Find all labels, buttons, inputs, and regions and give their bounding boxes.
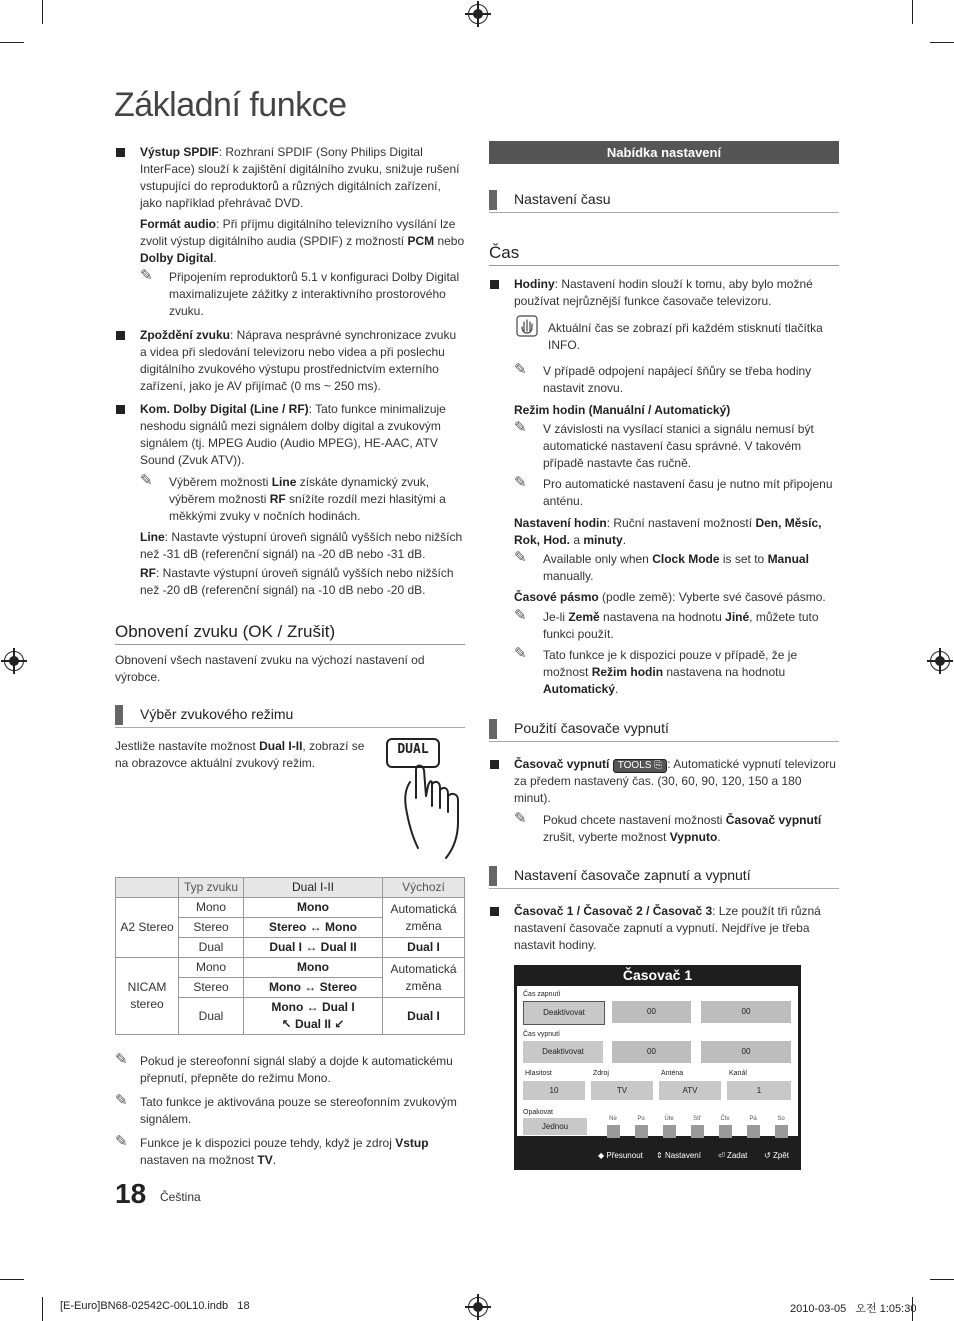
foot-move-label: Přesunout [606, 1151, 643, 1160]
note-bold: Jiné [725, 610, 750, 624]
channel-label: Kanál [729, 1070, 747, 1077]
note-text: , můžete tuto funkci použít. [543, 610, 819, 641]
dolby-paragraph [140, 401, 465, 469]
note-text: Výběrem možnosti [169, 475, 272, 489]
format-dolby: Dolby Digital [140, 251, 214, 265]
subheading-bar [489, 719, 497, 739]
note-bold: RF [269, 492, 286, 506]
tools-icon: ⎘ [654, 760, 663, 771]
mode-text-part: Jestliže nastavíte možnost [115, 739, 260, 753]
return-icon: ↺ [764, 1151, 771, 1160]
off-time-label: Čas vypnutí [523, 1031, 560, 1038]
table-cell: Dual [179, 998, 244, 1035]
note-bold: Vypnuto [669, 830, 718, 844]
dolby-text: : Tato funkce minimalizuje neshodu signálů mezi signálem dolby digital a zvukovým signálem (tj. MPEG Audio (Audio MPEG), HE-AAC, ATV Sound (Zvuk ATV)). [140, 402, 446, 467]
mode-heading: Výběr zvukového režimu [140, 706, 294, 722]
note-text: . [717, 830, 721, 844]
note-text: Funkce je k dispozici pouze tehdy, když je zdroj [140, 1136, 396, 1150]
format-term: Formát audio [140, 217, 217, 231]
foot-back-label: Zpět [772, 1151, 789, 1160]
hodiny-paragraph [514, 276, 839, 310]
registration-mark-icon [468, 4, 488, 24]
set-clock-bold: Den, Měsíc, Rok, Hod. [514, 516, 822, 547]
hodiny-term: Hodiny [514, 277, 555, 291]
page-number: 18 [115, 1178, 147, 1209]
rf-paragraph [140, 565, 465, 599]
table-header: Typ zvuku [179, 878, 244, 898]
onoff-heading: Nastavení časovače zapnutí a vypnutí [514, 867, 751, 883]
table-cell-line: Mono ↔ Dual I [271, 1000, 355, 1014]
osd-panel [517, 986, 798, 1136]
hand-icon [405, 766, 458, 859]
subheading-rule [115, 727, 465, 728]
line-text: : Nastavte výstupní úroveň signálů vyšších nebo nižších než -31 dB (referenční signál) na -20 dB nebo -31 dB. [140, 530, 463, 561]
format-text: : Při příjmu digitálního televizního vysílání lze zvolit výstup digitálního audia (SPDIF) z možností [140, 217, 456, 248]
registration-mark-icon [468, 1297, 488, 1317]
rf-term: RF [140, 566, 156, 580]
mode-dual: Dual I-II [259, 739, 303, 753]
audio-delay-paragraph [140, 327, 465, 395]
table-cell [244, 998, 383, 1035]
note-text: Je-li [543, 610, 569, 624]
caution-hand-icon [516, 315, 538, 337]
subheading-bar [115, 705, 123, 725]
note-bold: Line [271, 475, 297, 489]
line-paragraph [140, 529, 465, 563]
mode-text [115, 738, 370, 772]
crop-mark [912, 0, 913, 24]
table-group: NICAM stereo [116, 958, 179, 1035]
on-time-minute[interactable]: 00 [701, 1001, 791, 1023]
crop-mark [0, 42, 24, 43]
table-row [116, 898, 465, 918]
note-text: snížíte rozdíl mezi hlasitými a měkkými zvuky v nočních hodinách. [169, 492, 446, 523]
registration-mark-icon [4, 651, 24, 671]
subheading-rule [489, 888, 839, 889]
note-bold: Země [568, 610, 600, 624]
note-bold: Časovač vypnutí [725, 813, 822, 827]
note-vysilac: V závislosti na vysílací stanici a signálu nemusí být automatické nastavení času správné. V takovém případě nastavte čas ručně. [543, 422, 814, 470]
timezone-term: Časové pásmo [514, 590, 599, 604]
page-title: Základní funkce [114, 86, 347, 124]
footer-left: [E-Euro]BN68-02542C-00L10.indb 18 [60, 1300, 250, 1312]
subheading-rule [489, 212, 839, 213]
note-pencil-icon: ✎ [514, 810, 527, 827]
clock-mode-label: Režim hodin (Manuální / Automatický) [514, 403, 731, 417]
note-text: Tato funkce je k dispozici pouze v případě, že je možnost [543, 648, 798, 679]
timezone-text: (podle země): Vyberte své časové pásmo. [598, 590, 826, 604]
heading-rule [115, 644, 465, 645]
note-text: nastaven na možnost [140, 1153, 258, 1167]
crop-mark [930, 42, 954, 43]
note-text: Available only when [543, 552, 653, 566]
sleep-term: Časovač vypnutí [514, 757, 610, 771]
antenna-field[interactable]: ATV [659, 1081, 721, 1100]
note-stereo: Tato funkce je aktivována pouze se stereofonním zvukovým signálem. [140, 1095, 457, 1126]
day-checkbox[interactable] [607, 1125, 620, 1138]
rf-text: : Nastavte výstupní úroveň signálů vyšších nebo nižších než -20 dB (referenční signál) na -10 dB nebo -20 dB. [140, 566, 454, 597]
move-arrows-icon: ◆ [598, 1151, 605, 1160]
note-mono: Pokud je stereofonní signál slabý a dojde k automatickému přepnutí, přepněte do režimu Mono. [140, 1054, 453, 1085]
table-cell-line: ↖ Dual II ↙ [281, 1017, 345, 1031]
line-term: Line [140, 530, 165, 544]
note-line-rf [169, 474, 465, 525]
spdif-paragraph [140, 144, 465, 212]
table-cell: Dual I [383, 938, 465, 958]
note-text: . [615, 682, 619, 696]
reset-text: Obnovení všech nastavení zvuku na výchozí nastavení od výrobce. [115, 653, 425, 684]
bullet [490, 907, 499, 916]
crop-mark [42, 0, 43, 24]
table-cell: Stereo [179, 978, 244, 998]
day-checkbox[interactable] [719, 1125, 732, 1138]
day-checkbox[interactable] [691, 1125, 704, 1138]
updown-arrows-icon: ⇕ [656, 1151, 663, 1160]
crop-mark [42, 1297, 43, 1321]
day-label: Ne [609, 1116, 617, 1122]
note-text: is set to [719, 552, 768, 566]
day-checkbox[interactable] [663, 1125, 676, 1138]
note-pencil-icon: ✎ [115, 1051, 128, 1068]
note-antena: Pro automatické nastavení času je nutno mít připojenu anténu. [543, 477, 833, 508]
enter-icon: ⏎ [718, 1151, 725, 1160]
format-pcm: PCM [407, 234, 435, 248]
onoff-term: Časovač 1 / Časovač 2 / Časovač 3 [514, 904, 713, 918]
note-bold: Clock Mode [652, 552, 720, 566]
dolby-term: Kom. Dolby Digital (Line / RF) [140, 402, 309, 416]
on-time-hour[interactable]: 00 [612, 1001, 691, 1023]
format-text: nebo [434, 234, 465, 248]
table-group: A2 Stereo [116, 898, 179, 958]
sound-mode-table [115, 877, 465, 1035]
note-pencil-icon: ✎ [115, 1092, 128, 1109]
set-clock-text: a [570, 533, 584, 547]
on-time-label: Čas zapnutí [523, 991, 561, 998]
note-pencil-icon: ✎ [514, 419, 527, 436]
note-pencil-icon: ✎ [140, 267, 153, 284]
note-pencil-icon: ✎ [514, 361, 527, 378]
subheading-bar [489, 866, 497, 886]
set-clock-bold: minuty [583, 533, 623, 547]
table-row [116, 958, 465, 978]
note-sleep [543, 812, 839, 846]
sleep-paragraph [514, 756, 839, 807]
off-time-select[interactable]: Deaktivovat [523, 1041, 603, 1063]
sleep-heading: Použití časovače vypnutí [514, 720, 669, 736]
volume-field[interactable]: 10 [523, 1081, 585, 1100]
note-power: V případě odpojení napájecí šňůry se třeba hodiny nastavit znovu. [543, 364, 812, 395]
note-bold: Vstup [395, 1136, 429, 1150]
bullet [490, 760, 499, 769]
table-cell: Automatická změna [383, 898, 465, 938]
note-available [543, 551, 839, 585]
note-pencil-icon: ✎ [514, 474, 527, 491]
note-text: Pokud chcete nastavení možnosti [543, 813, 726, 827]
sleep-text: : Automatické vypnutí televizoru za předem nastavený čas. (30, 60, 90, 120, 150 a 180 minut). [514, 757, 836, 805]
footer-back [764, 1151, 789, 1160]
note-info: Aktuální čas se zobrazí při každém stisknutí tlačítka INFO. [548, 321, 823, 352]
subheading-bar [489, 190, 497, 210]
table-cell: Automatická změna [383, 958, 465, 998]
subheading-rule [489, 741, 839, 742]
day-label: So [777, 1116, 785, 1122]
note-text: nastavena na hodnotu [663, 665, 786, 679]
set-clock-paragraph [514, 515, 839, 549]
note-bold: Režim hodin [591, 665, 664, 679]
table-cell: Mono ↔ Stereo [244, 978, 383, 998]
delay-text: : Náprava nesprávné synchronizace zvuku a videa při sledování televizoru nebo videa a při poslechu digitálního zvukového výstupu prostřednictvím externího zařízení, jako je AV přijímač (0 ms ~ 250 ms). [140, 328, 457, 393]
note-bold: Automatický [543, 682, 616, 696]
day-label: Po [637, 1116, 645, 1122]
day-label: Stř [693, 1116, 701, 1122]
heading-rule [489, 265, 839, 266]
day-checkbox[interactable] [775, 1125, 788, 1138]
note-vstup [140, 1135, 465, 1169]
table-cell: Mono [179, 898, 244, 918]
note-pencil-icon: ✎ [115, 1133, 128, 1150]
note-rezim [543, 647, 839, 698]
note-bold: TV [257, 1153, 273, 1167]
note-pencil-icon: ✎ [514, 607, 527, 624]
footer-move [598, 1151, 643, 1160]
bullet [490, 280, 499, 289]
footer-enter [718, 1151, 747, 1160]
table-cell: Dual I ↔ Dual II [244, 938, 383, 958]
page-language: Čeština [160, 1190, 201, 1204]
note-zeme [543, 609, 839, 643]
bullet [116, 331, 125, 340]
foot-set-label: Nastavení [664, 1151, 701, 1160]
note-bold: Manual [767, 552, 809, 566]
repeat-label: Opakovat [523, 1109, 553, 1116]
source-field[interactable]: TV [591, 1081, 653, 1100]
hodiny-text: : Nastavení hodin slouží k tomu, aby bylo možné používat nejrůznější funkce časovače televizoru. [514, 277, 813, 308]
table-cell: Mono [244, 958, 383, 978]
osd-title: Časovač 1 [622, 967, 693, 983]
dual-button-label: DUAL [397, 742, 429, 757]
note-text: manually. [543, 569, 594, 583]
footer-adjust [656, 1151, 701, 1160]
day-checkbox[interactable] [635, 1125, 648, 1138]
on-time-select[interactable]: Deaktivovat [523, 1001, 605, 1025]
table-cell: Mono [179, 958, 244, 978]
note-text: získáte dynamický zvuk, výběrem možnosti [169, 475, 430, 506]
source-label: Zdroj [593, 1070, 609, 1077]
day-label: Úte [664, 1116, 674, 1122]
time-setup-heading: Nastavení času [514, 191, 611, 207]
table-cell: Stereo [179, 918, 244, 938]
timezone-paragraph [514, 589, 839, 606]
registration-mark-icon [930, 651, 950, 671]
bullet [116, 405, 125, 414]
note-pencil-icon: ✎ [140, 472, 153, 489]
table-header-row [116, 878, 465, 898]
spdif-term: Výstup SPDIF [140, 145, 219, 159]
mode-text-part: , zobrazí se na obrazovce aktuální zvukový režim. [115, 739, 365, 770]
day-label: Čtv [720, 1116, 730, 1122]
delay-term: Zpoždění zvuku [140, 328, 230, 342]
tools-badge [613, 759, 668, 773]
reset-heading: Obnovení zvuku (OK / Zrušit) [115, 622, 336, 641]
table-cell: Dual [179, 938, 244, 958]
timer-osd-screen [514, 965, 801, 1170]
note-51: Připojením reproduktorů 5.1 v konfiguraci Dolby Digital maximalizujete zážitky z interaktivního prostorového zvuku. [169, 270, 460, 318]
day-label: Pá [749, 1116, 757, 1122]
volume-label: Hlasitost [525, 1070, 552, 1077]
set-clock-term: Nastavení hodin [514, 516, 607, 530]
spdif-text: : Rozhraní SPDIF (Sony Philips Digital InterFace) slouží k zajištění digitálního zvuku, snižuje rušení vstupující do reproduktorů a různých digitálních zařízení, jako například přehrávač DVD. [140, 145, 460, 210]
note-text: . [272, 1153, 277, 1167]
crop-mark [930, 1279, 954, 1280]
note-pencil-icon: ✎ [514, 645, 527, 662]
menu-bar: Nabídka nastavení [489, 141, 839, 164]
crop-mark [0, 1279, 24, 1280]
onoff-text: : Lze použít tři různá nastavení časovače zapnutí a vypnutí. Nejdříve je třeba nastavit hodiny. [514, 904, 821, 952]
set-clock-text: : Ruční nastavení možností [606, 516, 756, 530]
set-clock-text: . [622, 533, 627, 547]
note-text: zrušit, vyberte možnost [543, 830, 670, 844]
table-header [116, 878, 179, 898]
table-cell: Dual I [383, 998, 465, 1035]
antenna-label: Anténa [661, 1070, 684, 1077]
table-cell: Mono [244, 898, 383, 918]
note-pencil-icon: ✎ [514, 549, 527, 566]
tools-badge-label: TOOLS [617, 760, 652, 771]
bullet [116, 148, 125, 157]
cas-heading: Čas [489, 243, 520, 262]
table-cell: Stereo ↔ Mono [244, 918, 383, 938]
day-checkbox[interactable] [747, 1125, 760, 1138]
table-header: Výchozí [383, 878, 465, 898]
foot-enter-label: Zadat [726, 1151, 748, 1160]
onoff-paragraph [514, 903, 839, 954]
audio-format-paragraph [140, 216, 465, 267]
channel-field[interactable]: 1 [727, 1081, 791, 1100]
off-time-hour[interactable]: 00 [612, 1041, 691, 1063]
note-text: nastavena na hodnotu [599, 610, 726, 624]
off-time-minute[interactable]: 00 [701, 1041, 791, 1063]
table-header: Dual I-II [244, 878, 383, 898]
footer-right: 2010-03-05 오전 1:05:30 [790, 1303, 917, 1315]
repeat-field[interactable]: Jednou [523, 1118, 587, 1135]
format-text: . [213, 251, 217, 265]
